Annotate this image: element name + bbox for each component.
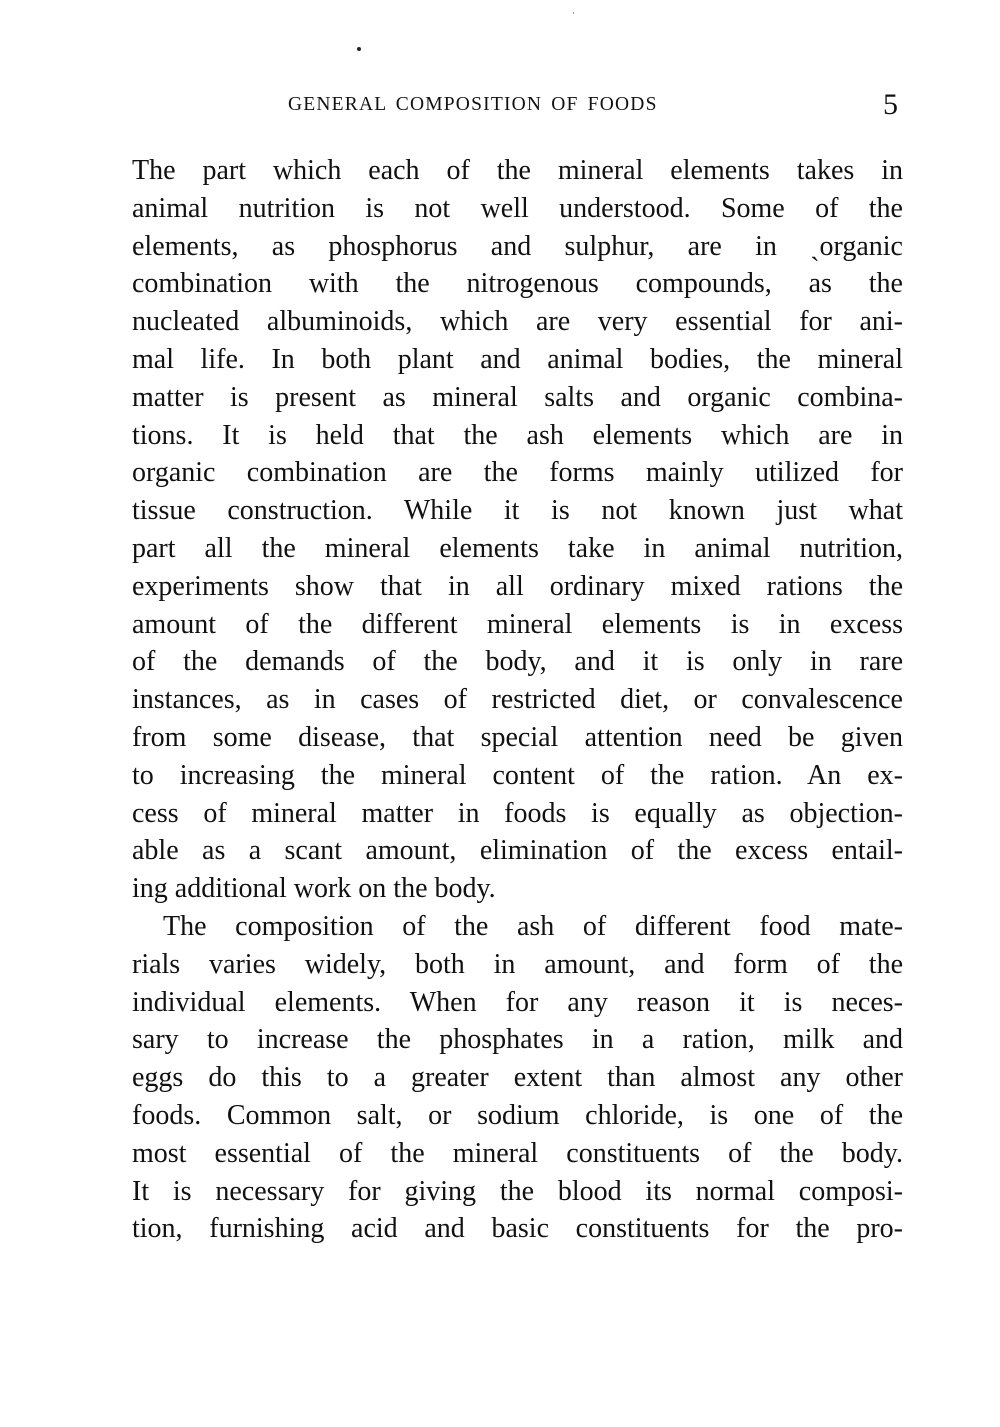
- text-line: It is necessary for giving the blood its normal composi-: [132, 1175, 903, 1207]
- text-line: part all the mineral elements take in animal nutrition,: [132, 532, 903, 564]
- text-line: to increasing the mineral content of the ration. An ex-: [132, 759, 903, 791]
- text-line: individual elements. When for any reason it is neces-: [132, 986, 903, 1018]
- text-line: from some disease, that special attention need be given: [132, 721, 903, 753]
- text-line: matter is present as mineral salts and organic combina-: [132, 381, 903, 413]
- text-line: tions. It is held that the ash elements which are in: [132, 419, 903, 451]
- text-line: sary to increase the phosphates in a ration, milk and: [132, 1024, 903, 1056]
- text-line: tion, furnishing acid and basic constituents for the pro-: [132, 1213, 903, 1245]
- text-line: nucleated albuminoids, which are very essential for ani-: [132, 306, 903, 338]
- text-line: rials varies widely, both in amount, and form of the: [132, 948, 903, 980]
- text-line: The part which each of the mineral elements takes in: [132, 155, 903, 186]
- paragraph: [132, 908, 903, 1248]
- text-line: able as a scant amount, elimination of the excess entail-: [132, 835, 903, 867]
- text-line: most essential of the mineral constituents of the body.: [132, 1137, 903, 1169]
- text-line: organic combination are the forms mainly utilized for: [132, 457, 903, 489]
- text-line: The composition of the ash of different food mate-: [163, 910, 903, 942]
- text-line: tissue construction. While it is not known just what: [132, 495, 903, 527]
- text-line: experiments show that in all ordinary mixed rations the: [132, 570, 903, 602]
- page-number: 5: [883, 88, 898, 121]
- text-line: eggs do this to a greater extent than almost any other: [132, 1062, 903, 1094]
- text-line: mal life. In both plant and animal bodies, the mineral: [132, 343, 903, 375]
- paragraph: [132, 152, 903, 908]
- body-text: [132, 152, 903, 1248]
- text-line: amount of the different mineral elements is in excess: [132, 608, 903, 640]
- scan-speck: [573, 12, 574, 14]
- running-head-title: GENERAL COMPOSITION OF FOODS: [288, 94, 658, 115]
- text-line: of the demands of the body, and it is only in rare: [132, 646, 903, 678]
- text-line: combination with the nitrogenous compounds, as the: [132, 268, 903, 300]
- scan-speck: [357, 47, 361, 51]
- text-line: elements, as phosphorus and sulphur, are in ˎorganic: [132, 230, 903, 262]
- text-line: foods. Common salt, or sodium chloride, is one of the: [132, 1099, 903, 1131]
- text-line: ing additional work on the body.: [132, 873, 496, 905]
- text-line: instances, as in cases of restricted diet, or convalescence: [132, 684, 903, 716]
- text-line: animal nutrition is not well understood. Some of the: [132, 192, 903, 224]
- text-line: cess of mineral matter in foods is equally as objection-: [132, 797, 903, 829]
